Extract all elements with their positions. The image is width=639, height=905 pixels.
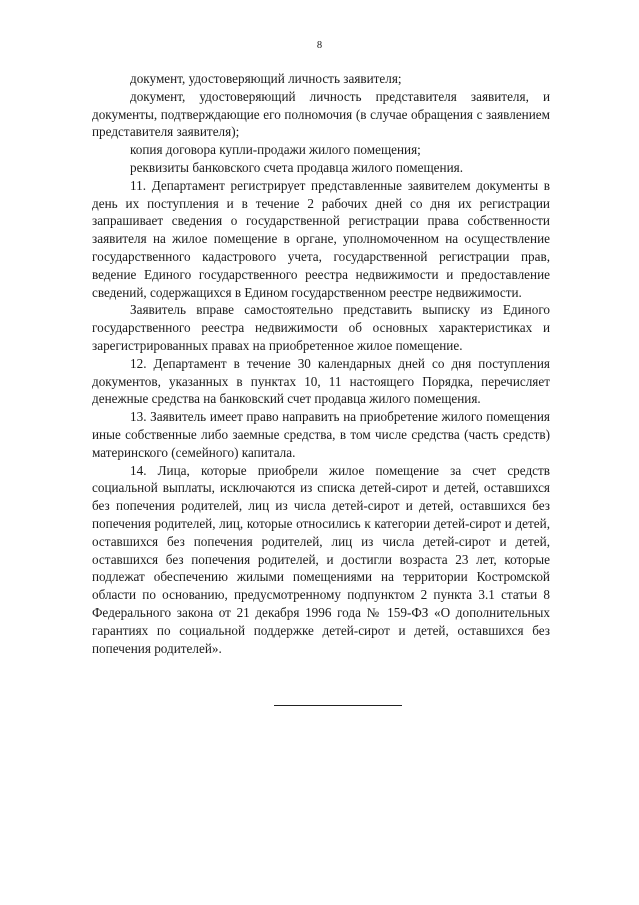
- document-body: [92, 70, 550, 657]
- paragraph-item-12: 12. Департамент в течение 30 календарных дней со дня поступления документов, указанных в пунктах 10, 11 настоящего Порядка, перечисляет денежные средства на банковский счет продавца жилого помещения.: [92, 355, 550, 407]
- paragraph-item-14: 14. Лица, которые приобрели жилое помещение за счет средств социальной выплаты, исключаются из списка детей-сирот и детей, оставшихся без попечения родителей, лиц из числа детей-сирот и детей, оставшихся без попечения родителей, лиц, которые относились к категории детей-сирот и детей, оставшихся без попечения родителей, лиц из числа детей-сирот и детей, оставшихся без попечения родителей, и достигли возраста 23 лет, которые подлежат обеспечению жилыми помещениями на территории Костромской области по основанию, предусмотренному подпунктом 2 пункта 3.1 статьи 8 Федерального закона от 21 декабря 1996 года № 159-ФЗ «О дополнительных гарантиях по социальной поддержке детей-сирот и детей, оставшихся без попечения родителей».: [92, 462, 550, 656]
- end-divider-line: [274, 705, 402, 706]
- paragraph-item-11: 11. Департамент регистрирует представленные заявителем документы в день их поступления и в течение 2 рабочих дней со дня их регистрации запрашивает сведения о государственной регистрации права собственности заявителя на жилое помещение в органе, уполномоченном на осуществление государственного кадастрового учета, государственной регистрации прав, ведение Единого государственного реестра недвижимости и предоставление сведений, содержащихся в Едином государственном реестре недвижимости.: [92, 177, 550, 300]
- paragraph-representative-documents: документ, удостоверяющий личность представителя заявителя, и документы, подтверждающие его полномочия (в случае обращения с заявлением представителя заявителя);: [92, 88, 550, 140]
- paragraph-applicant-id: документ, удостоверяющий личность заявителя;: [130, 71, 402, 86]
- paragraph-seller-bank-details: реквизиты банковского счета продавца жилого помещения.: [130, 159, 463, 175]
- page-number: 8: [316, 40, 323, 51]
- paragraph-item-13: 13. Заявитель имеет право направить на приобретение жилого помещения иные собственные либо заемные средства, в том числе средства (часть средств) материнского (семейного) капитала.: [92, 409, 550, 460]
- paragraph-purchase-contract-copy: копия договора купли-продажи жилого помещения;: [130, 142, 421, 158]
- paragraph-registry-extract: Заявитель вправе самостоятельно представить выписку из Единого государственного реестра недвижимости об основных характеристиках и зарегистрированных правах на приобретенное жилое помещение.: [92, 302, 550, 353]
